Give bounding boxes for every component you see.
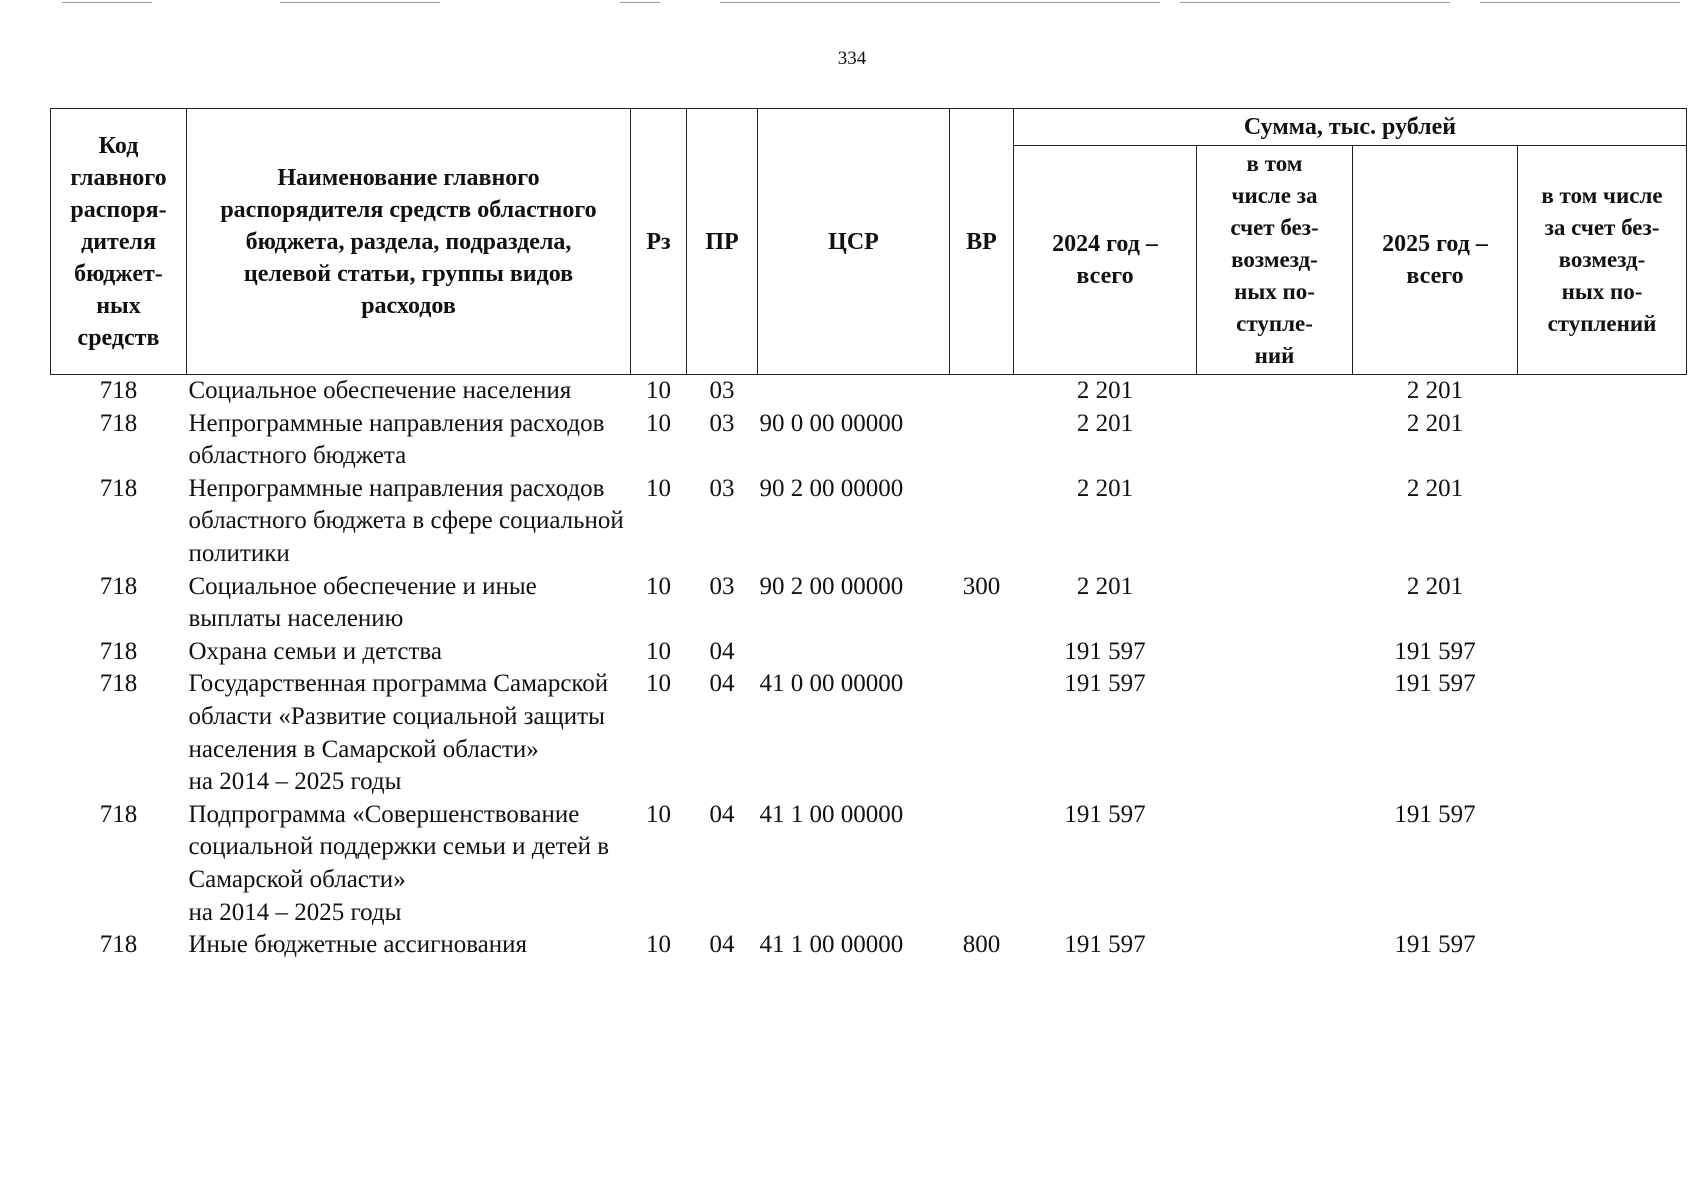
- cell-vr: 300: [962, 572, 1001, 600]
- table-row: [51, 473, 1687, 571]
- scan-edge-line: [1180, 2, 1450, 3]
- scan-edge-line: [62, 2, 152, 3]
- cell-code: 718: [99, 409, 138, 437]
- cell-2024-gratuitous: [1197, 799, 1353, 929]
- cell-name: Непрограммные направления расходов областного бюджета в сфере социальной политики: [188, 474, 624, 567]
- cell-2025-gratuitous: [1518, 473, 1687, 571]
- page-number: 334: [837, 48, 867, 69]
- cell-2025-total: 191 597: [1394, 800, 1476, 828]
- cell-rz: 10: [646, 409, 671, 437]
- header-code-text: Код главного распоря-дителя бюджет-ных средств: [70, 132, 167, 351]
- cell-2025-gratuitous: [1518, 375, 1687, 408]
- cell-2024-gratuitous: [1197, 375, 1353, 408]
- table-row: [51, 375, 1687, 408]
- cell-rz: 10: [646, 377, 671, 404]
- header-2025-total: [1353, 146, 1518, 375]
- cell-2024-total: 191 597: [1064, 931, 1146, 959]
- header-2024-gratuitous: [1197, 146, 1353, 375]
- cell-2024-total: 191 597: [1064, 800, 1146, 828]
- cell-vr: [950, 473, 1014, 571]
- cell-vr: 800: [962, 931, 1001, 959]
- cell-2025-total: 2 201: [1406, 474, 1464, 502]
- table-row: [51, 636, 1687, 669]
- cell-csr: [758, 636, 950, 669]
- cell-2024-gratuitous: [1197, 408, 1353, 473]
- header-sum: Сумма, тыс. рублей: [1014, 109, 1687, 146]
- cell-code: 718: [99, 800, 138, 828]
- cell-code: 718: [99, 474, 138, 502]
- cell-pr: 04: [709, 637, 735, 665]
- cell-vr: [950, 799, 1014, 929]
- cell-2025-gratuitous: [1518, 929, 1687, 962]
- table-body: [51, 375, 1687, 962]
- cell-2025-total: 2 201: [1406, 377, 1464, 404]
- cell-rz: 10: [646, 572, 671, 600]
- cell-2024-gratuitous: [1197, 473, 1353, 571]
- cell-2025-total: 191 597: [1394, 637, 1476, 665]
- cell-name: Подпрограмма «Совершенствование социальной поддержки семьи и детей в Самарской области» на 2014 – 2025 годы: [188, 800, 610, 926]
- cell-pr: 03: [709, 474, 735, 502]
- cell-csr: 41 1 00 00000: [759, 931, 904, 959]
- header-csr: ЦСР: [758, 109, 950, 375]
- cell-rz: 10: [646, 637, 671, 665]
- table-row: [51, 571, 1687, 636]
- header-2024-gratuitous-text: в том числе за счет без-возмезд-ных по-ступле-ний: [1230, 151, 1319, 368]
- header-vr: ВР: [950, 109, 1014, 375]
- cell-csr: 41 1 00 00000: [759, 800, 904, 828]
- cell-csr: 90 2 00 00000: [759, 572, 904, 600]
- header-rz: Рз: [631, 109, 687, 375]
- cell-rz: 10: [646, 931, 671, 959]
- cell-2025-gratuitous: [1518, 636, 1687, 669]
- cell-code: 718: [99, 670, 138, 698]
- header-name: [187, 109, 631, 375]
- table-row: [51, 799, 1687, 929]
- cell-rz: 10: [646, 670, 671, 698]
- table-row: [51, 929, 1687, 962]
- cell-name: Социальное обеспечение и иные выплаты населению: [188, 572, 537, 633]
- cell-2024-total: 2 201: [1076, 572, 1134, 600]
- cell-vr: [950, 668, 1014, 798]
- cell-name: Социальное обеспечение населения: [188, 377, 572, 404]
- cell-2024-total: 2 201: [1076, 409, 1134, 437]
- cell-2025-gratuitous: [1518, 799, 1687, 929]
- cell-pr: 04: [709, 800, 735, 828]
- cell-vr: [950, 636, 1014, 669]
- table-row: [51, 408, 1687, 473]
- cell-pr: 03: [709, 572, 735, 600]
- scan-edge-line: [720, 2, 1160, 3]
- header-2025-total-text: 2025 год – всего: [1382, 231, 1488, 289]
- cell-name: Охрана семьи и детства: [188, 637, 442, 665]
- cell-2024-gratuitous: [1197, 668, 1353, 798]
- cell-name: Государственная программа Самарской области «Развитие социальной защиты населения в Самарской области» на 2014 – 2025 годы: [188, 670, 609, 796]
- cell-rz: 10: [646, 474, 671, 502]
- header-2024-total: [1014, 146, 1197, 375]
- header-2025-gratuitous-text: в том числе за счет без-возмезд-ных по-ступлений: [1541, 183, 1663, 336]
- cell-pr: 03: [709, 377, 735, 404]
- table-header: [51, 109, 1687, 375]
- cell-2024-total: 2 201: [1076, 474, 1134, 502]
- cell-code: 718: [99, 377, 138, 404]
- cell-rz: 10: [646, 800, 671, 828]
- cell-code: 718: [99, 637, 138, 665]
- scan-edge-line: [620, 2, 660, 3]
- budget-table: [50, 108, 1687, 962]
- cell-pr: 04: [709, 670, 735, 698]
- scan-edge-line: [1480, 2, 1680, 3]
- cell-2025-total: 2 201: [1406, 409, 1464, 437]
- cell-vr: [950, 375, 1014, 408]
- cell-2024-total: 191 597: [1064, 670, 1146, 698]
- cell-name: Непрограммные направления расходов областного бюджета: [188, 409, 605, 470]
- cell-csr: 90 2 00 00000: [759, 474, 904, 502]
- cell-2024-total: 2 201: [1076, 377, 1134, 404]
- cell-code: 718: [99, 572, 138, 600]
- cell-csr: 90 0 00 00000: [759, 409, 904, 437]
- header-2025-gratuitous: [1518, 146, 1687, 375]
- cell-name: Иные бюджетные ассигнования: [188, 931, 528, 959]
- cell-2025-total: 2 201: [1406, 572, 1464, 600]
- header-code: [51, 109, 187, 375]
- cell-code: 718: [99, 931, 138, 959]
- cell-csr: [758, 375, 950, 408]
- header-pr: ПР: [687, 109, 758, 375]
- table-row: [51, 668, 1687, 798]
- scan-edge-line: [280, 2, 440, 3]
- header-name-text: Наименование главного распорядителя средств областного бюджета, раздела, подраздела, целевой статьи, группы видов расходов: [220, 164, 597, 319]
- cell-pr: 04: [709, 931, 735, 959]
- cell-2025-gratuitous: [1518, 668, 1687, 798]
- header-2024-total-text: 2024 год – всего: [1052, 231, 1158, 289]
- cell-2025-gratuitous: [1518, 408, 1687, 473]
- cell-2025-total: 191 597: [1394, 931, 1476, 959]
- cell-2024-gratuitous: [1197, 929, 1353, 962]
- cell-csr: 41 0 00 00000: [759, 670, 904, 698]
- cell-2024-gratuitous: [1197, 636, 1353, 669]
- cell-pr: 03: [709, 409, 735, 437]
- cell-2025-total: 191 597: [1394, 670, 1476, 698]
- cell-2024-gratuitous: [1197, 571, 1353, 636]
- cell-2025-gratuitous: [1518, 571, 1687, 636]
- cell-vr: [950, 408, 1014, 473]
- cell-2024-total: 191 597: [1064, 637, 1146, 665]
